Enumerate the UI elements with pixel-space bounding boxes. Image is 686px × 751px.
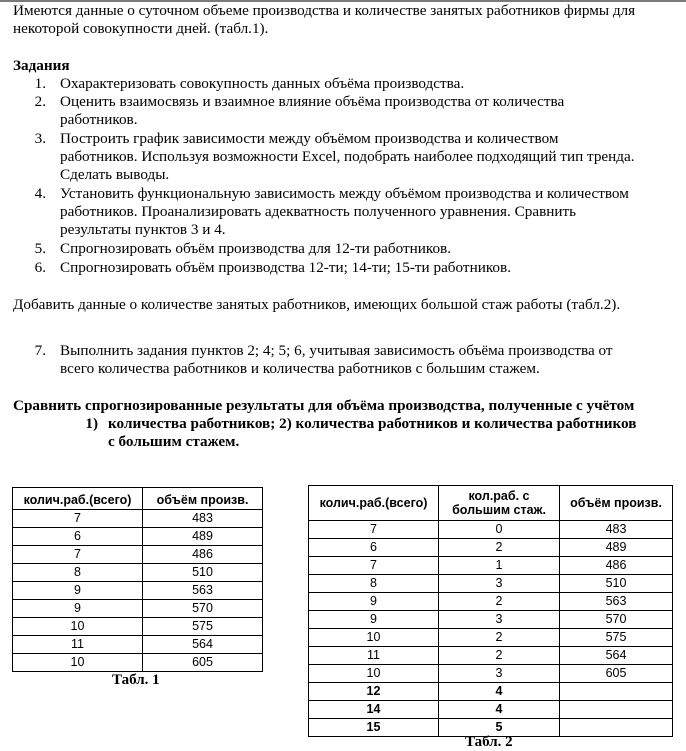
cell: 486 (143, 546, 263, 564)
cell: 563 (560, 593, 673, 611)
task-number: 5. (34, 240, 46, 257)
table-row (309, 575, 673, 593)
table-1 (12, 487, 263, 672)
column-header: объём произв. (143, 488, 263, 510)
cell (560, 701, 673, 719)
column-header: объём произв. (560, 486, 673, 521)
task-number: 6. (34, 259, 46, 276)
cell: 9 (309, 611, 439, 629)
task-3-text: Построить график зависимости между объёмом производства и количеством (60, 130, 559, 147)
compare-line-1: Сравнить спрогнозированные результаты для объёма производства, полученные с учётом (13, 397, 635, 414)
cell: 2 (439, 593, 560, 611)
cell: 510 (143, 564, 263, 582)
cell: 3 (439, 575, 560, 593)
intro-line-2: некоторой совокупности дней. (табл.1). (13, 20, 269, 37)
cell: 563 (143, 582, 263, 600)
header-line: большим стаж. (452, 503, 546, 517)
cell: 10 (309, 665, 439, 683)
cell: 575 (143, 618, 263, 636)
compare-line-3: с большим стажем. (108, 433, 240, 450)
task-4-text: Установить функциональную зависимость между объёмом производства и количеством (60, 185, 629, 202)
column-header: колич.раб.(всего) (309, 486, 439, 521)
table-row (309, 521, 673, 539)
cell: 9 (13, 600, 143, 618)
tasks-heading: Задания (13, 57, 70, 74)
table-row (309, 629, 673, 647)
cell: 11 (13, 636, 143, 654)
forecast-row (309, 683, 673, 701)
cell: 9 (13, 582, 143, 600)
compare-number: 1) (85, 415, 98, 432)
table-row (13, 546, 263, 564)
table-row (309, 557, 673, 575)
cell: 3 (439, 611, 560, 629)
cell: 3 (439, 665, 560, 683)
cell: 570 (143, 600, 263, 618)
cell: 2 (439, 629, 560, 647)
add-data-text: Добавить данные о количестве занятых работников, имеющих большой стаж работы (табл.2). (13, 296, 621, 313)
cell (560, 719, 673, 737)
table-header-row (309, 486, 673, 521)
task-4-text: работников. Проанализировать адекватность полученного уравнения. Сравнить (60, 203, 577, 220)
table-row (309, 593, 673, 611)
cell: 7 (13, 510, 143, 528)
task-3-text: работников. Используя возможности Excel, подобрать наиболее подходящий тип тренда. (60, 148, 635, 165)
cell: 1 (439, 557, 560, 575)
cell: 570 (560, 611, 673, 629)
cell: 12 (309, 683, 439, 701)
cell: 4 (439, 701, 560, 719)
table-row (13, 600, 263, 618)
task-7-text: Выполнить задания пунктов 2; 4; 5; 6, учитывая зависимость объёма производства от (60, 342, 613, 359)
forecast-row (309, 701, 673, 719)
task-number: 4. (34, 185, 46, 202)
table-row (13, 618, 263, 636)
cell: 0 (439, 521, 560, 539)
cell: 7 (309, 557, 439, 575)
column-header (439, 486, 560, 521)
cell: 15 (309, 719, 439, 737)
table-1-caption: Табл. 1 (112, 672, 160, 688)
cell: 605 (143, 654, 263, 672)
task-number: 2. (34, 93, 46, 110)
task-6-text: Спрогнозировать объём производства 12-ти; 14-ти; 15-ти работников. (60, 259, 511, 276)
cell: 564 (560, 647, 673, 665)
cell: 575 (560, 629, 673, 647)
table-2-caption: Табл. 2 (465, 734, 513, 750)
cell: 7 (13, 546, 143, 564)
task-1-text: Охарактеризовать совокупность данных объёма производства. (60, 75, 465, 92)
cell: 2 (439, 647, 560, 665)
table-row (13, 636, 263, 654)
table-row (13, 510, 263, 528)
intro-line-1: Имеются данные о суточном объеме производства и количестве занятых работников фирмы для (13, 2, 636, 19)
cell: 9 (309, 593, 439, 611)
table-row (13, 564, 263, 582)
task-7-text: всего количества работников и количества работников с большим стажем. (60, 360, 540, 377)
compare-line-2: количества работников; 2) количества работников и количества работников (108, 415, 637, 432)
cell: 510 (560, 575, 673, 593)
cell: 486 (560, 557, 673, 575)
table-row (309, 539, 673, 557)
task-number: 7. (34, 342, 46, 359)
table-2 (308, 485, 673, 737)
cell: 14 (309, 701, 439, 719)
cell: 483 (560, 521, 673, 539)
cell: 489 (143, 528, 263, 546)
task-2-text: Оценить взаимосвязь и взаимное влияние объёма производства от количества (60, 93, 565, 110)
cell: 10 (309, 629, 439, 647)
task-2-text: работников. (60, 111, 138, 128)
cell (560, 683, 673, 701)
cell: 483 (143, 510, 263, 528)
task-number: 1. (34, 75, 46, 92)
cell: 605 (560, 665, 673, 683)
cell: 8 (13, 564, 143, 582)
table-row (13, 582, 263, 600)
cell: 7 (309, 521, 439, 539)
cell: 489 (560, 539, 673, 557)
table-row (309, 665, 673, 683)
cell: 11 (309, 647, 439, 665)
cell: 10 (13, 654, 143, 672)
cell: 6 (13, 528, 143, 546)
column-header: колич.раб.(всего) (13, 488, 143, 510)
header-line: кол.раб. с (468, 489, 530, 503)
cell: 4 (439, 683, 560, 701)
table-row (13, 654, 263, 672)
cell: 2 (439, 539, 560, 557)
table-row (309, 647, 673, 665)
cell: 8 (309, 575, 439, 593)
cell: 10 (13, 618, 143, 636)
cell: 5 (439, 719, 560, 737)
table-row (309, 611, 673, 629)
cell: 564 (143, 636, 263, 654)
task-3-text: Сделать выводы. (60, 166, 170, 183)
task-5-text: Спрогнозировать объём производства для 12-ти работников. (60, 240, 452, 257)
table-header-row (13, 488, 263, 510)
table-row (13, 528, 263, 546)
task-4-text: результаты пунктов 3 и 4. (60, 221, 226, 238)
task-number: 3. (34, 130, 46, 147)
cell: 6 (309, 539, 439, 557)
